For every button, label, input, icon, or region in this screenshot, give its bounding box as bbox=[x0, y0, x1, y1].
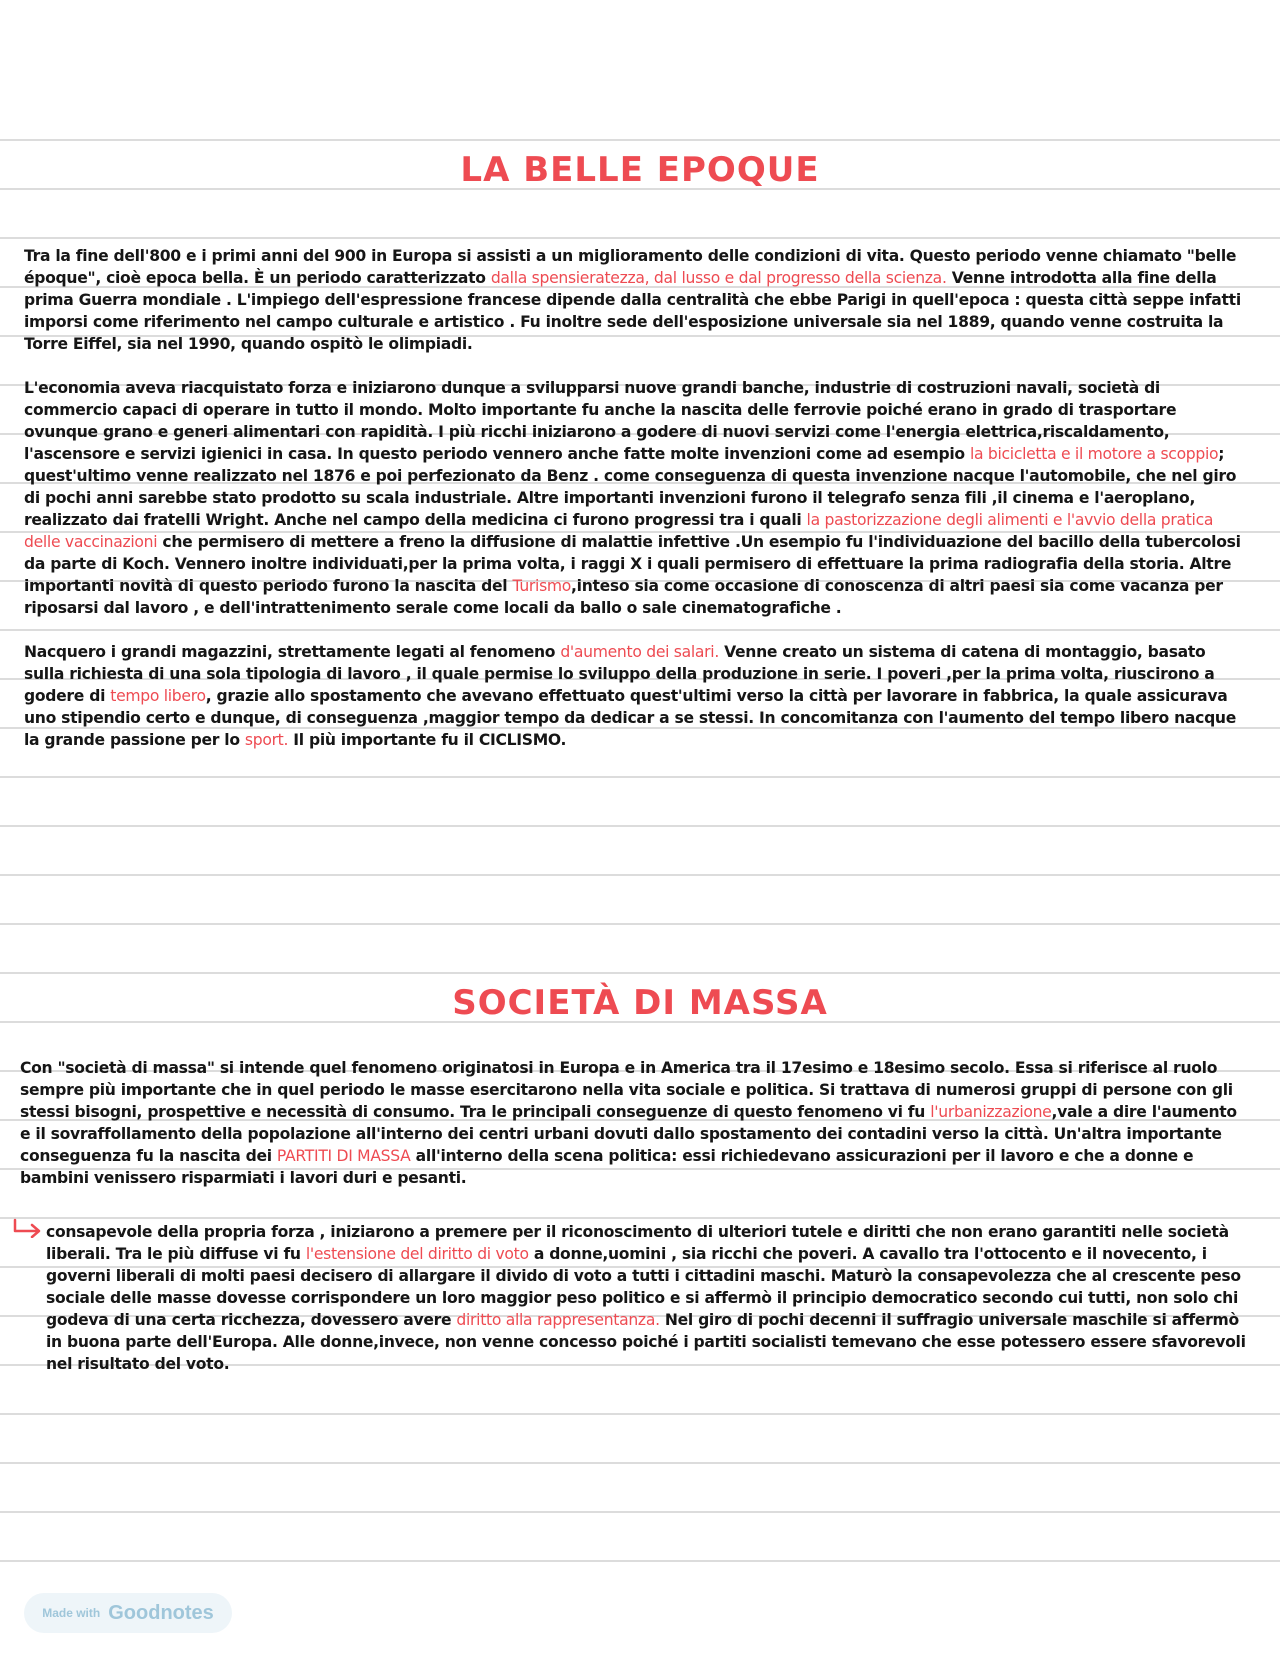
highlight: d'aumento dei salari. bbox=[560, 643, 719, 661]
highlight: sport. bbox=[244, 731, 289, 749]
section-title-belle-epoque: LA BELLE EPOQUE bbox=[460, 150, 820, 190]
arrow-right-icon bbox=[12, 1218, 44, 1238]
paragraph: Nacquero i grandi magazzini, strettamente legati al fenomeno d'aumento dei salari. Venne creato un sistema di catena di montaggio, basato sulla richiesta di una sola tipologia di lavoro , il quale permise lo sviluppo della produzione in serie. I poveri ,per la prima volta, riuscirono a godere di tempo libero, grazie allo spostamento che avevano effettuato quest'ultimi verso la città per lavorare in fabbrica, la quale assicurava uno stipendio certo e dunque, di conseguenza ,maggior tempo da dedicar a se stessi. In concomitanza con l'aumento del tempo libero nacque la grande passione per lo sport. Il più importante fu il CICLISMO. bbox=[24, 643, 1237, 749]
highlight: tempo libero bbox=[110, 687, 206, 705]
section-body-societa-di-massa-continued bbox=[46, 1221, 1250, 1375]
paragraph: consapevole della propria forza , iniziarono a premere per il riconoscimento di ulteriori tutele e diritti che non erano garantiti nelle società liberali. Tra le più diffuse vi fu l'estensione del diritto di voto a donne,uomini , sia ricchi che poveri. A cavallo tra l'ottocento e il novecento, i governi liberali di molti paesi decisero di allargare il divido di voto a tutti i cittadini maschi. Maturò la consapevolezza che al crescente peso sociale delle masse dovesse corrispondere un loro maggior peso politico e si affermò il principio democratico secondo cui tutti, non solo chi godeva di una certa ricchezza, dovessero avere diritto alla rappresentanza. Nel giro di pochi decenni il suffragio universale maschile si affermò in buona parte dell'Europa. Alle donne,invece, non venne concesso poiché i partiti socialisti temevano che esse potessero essere sfavorevoli nel risultato del voto. bbox=[46, 1223, 1246, 1373]
highlight: la pastorizzazione degli alimenti e l'avvio della pratica delle vaccinazioni bbox=[24, 511, 1214, 551]
highlight: diritto alla rappresentanza. bbox=[456, 1311, 660, 1329]
made-with-label: Made with bbox=[42, 1606, 101, 1620]
paragraph: L'economia aveva riacquistato forza e iniziarono dunque a svilupparsi nuove grandi banche, industrie di costruzioni navali, società di commercio capaci di operare in tutto il mondo. Molto importante fu anche la nascita delle ferrovie poiché erano in grado di trasportare ovunque grano e generi alimentari con rapidità. I più ricchi iniziarono a godere di nuovi servizi come l'energia elettrica,riscaldamento, l'ascensore e servizi igienici in casa. In questo periodo vennero anche fatte molte invenzioni come ad esempio la bicicletta e il motore a scoppio; quest'ultimo venne realizzato nel 1876 e poi perfezionato da Benz . come conseguenza di questa invenzione nacque l'automobile, che nel giro di pochi anni sarebbe stato prodotto su scala industriale. Altre importanti invenzioni furono il telegrafo senza fili ,il cinema e l'aeroplano, realizzato dai fratelli Wright. Anche nel campo della medicina ci furono progressi tra i quali la pastorizzazione degli alimenti e l'avvio della pratica delle vaccinazioni che permisero di mettere a freno la diffusione di malattie infettive .Un esempio fu l'individuazione del bacillo della tubercolosi da parte di Koch. Vennero inoltre individuati,per la prima volta, i raggi X i quali permisero di effettuare la prima radiografia della storia. Altre importanti novità di questo periodo furono la nascita del Turismo,inteso sia come occasione di conoscenza di altri paesi sia come vacanza per riposarsi dal lavoro , e dell'intrattenimento serale come locali da ballo o sale cinematografiche . bbox=[24, 379, 1241, 617]
goodnotes-badge[interactable] bbox=[24, 1593, 232, 1633]
highlight: l'urbanizzazione bbox=[930, 1103, 1052, 1121]
section-title-societa-di-massa: SOCIETÀ DI MASSA bbox=[452, 983, 828, 1023]
highlight: dalla spensieratezza, dal lusso e dal progresso della scienza. bbox=[490, 269, 947, 287]
highlight: la bicicletta e il motore a scoppio bbox=[969, 445, 1219, 463]
highlight: PARTITI DI MASSA bbox=[276, 1147, 411, 1165]
highlight: Turismo bbox=[512, 577, 572, 595]
highlight: l'estensione del diritto di voto bbox=[305, 1245, 529, 1263]
section-body-belle-epoque bbox=[24, 245, 1249, 751]
paragraph: Con "società di massa" si intende quel fenomeno originatosi in Europa e in America tra il 17esimo e 18esimo secolo. Essa si riferisce al ruolo sempre più importante che in quel periodo le masse esercitarono nella vita sociale e politica. Si trattava di numerosi gruppi di persone con gli stessi bisogni, prospettive e necessità di consumo. Tra le principali conseguenze di questo fenomeno vi fu l'urbanizzazione,vale a dire l'aumento e il sovraffollamento della popolazione all'interno dei centri urbani dovuti dallo spostamento dei contadini verso la città. Un'altra importante conseguenza fu la nascita dei PARTITI DI MASSA all'interno della scena politica: essi richiedevano assicurazioni per il lavoro e che a donne e bambini venissero risparmiati i lavori duri e pesanti. bbox=[20, 1059, 1237, 1187]
section-body-societa-di-massa-intro bbox=[20, 1057, 1250, 1189]
goodnotes-logo: Goodnotes bbox=[108, 1601, 214, 1624]
paragraph: Tra la fine dell'800 e i primi anni del 900 in Europa si assisti a un miglioramento delle condizioni di vita. Questo periodo venne chiamato "belle époque", cioè epoca bella. È un periodo caratterizzato dalla spensieratezza, dal lusso e dal progresso della scienza. Venne introdotta alla fine della prima Guerra mondiale . L'impiego dell'espressione francese dipende dalla centralità che ebbe Parigi in quell'epoca : questa città seppe infatti imporsi come riferimento nel campo culturale e artistico . Fu inoltre sede dell'esposizione universale sia nel 1889, quando venne costruita la Torre Eiffel, sia nel 1990, quando ospitò le olimpiadi. bbox=[24, 247, 1241, 353]
